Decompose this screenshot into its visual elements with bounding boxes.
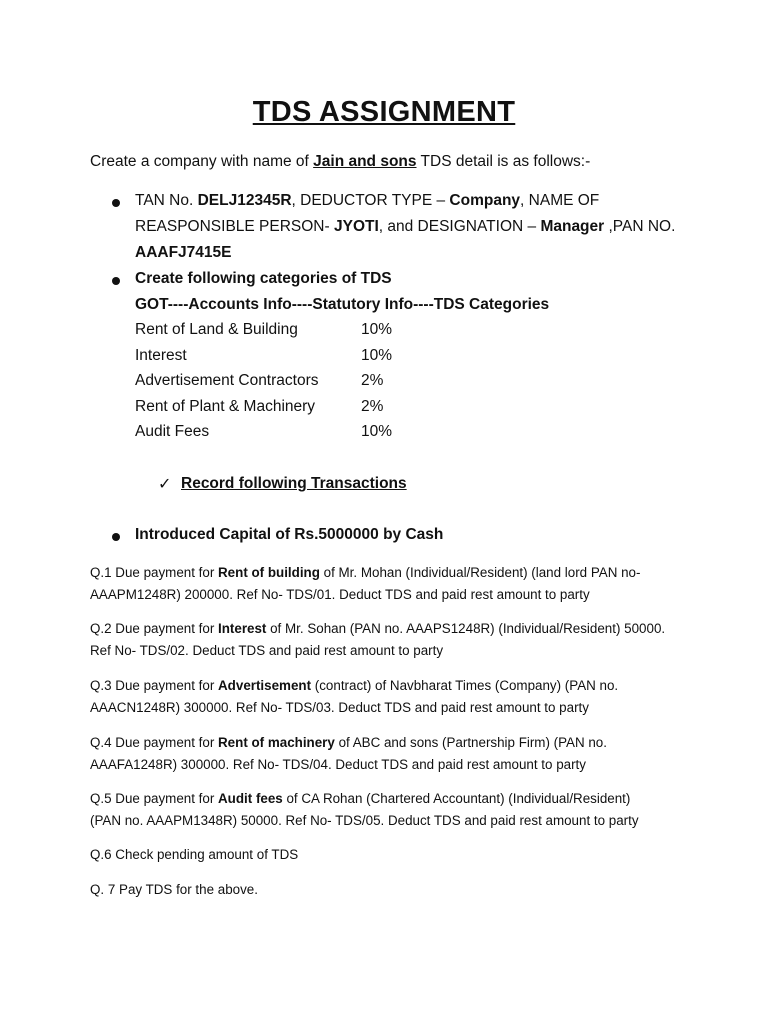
person-line bbox=[135, 218, 675, 236]
category-rate: 10% bbox=[361, 321, 393, 338]
deductor-value: Company bbox=[449, 192, 521, 209]
q-bold: Interest bbox=[218, 621, 267, 636]
question-3 bbox=[90, 675, 618, 719]
q-text: AAAPM1248R) 200000. Ref No- TDS/01. Deduct TDS and paid rest amount to party bbox=[90, 587, 590, 602]
company-name: Jain and sons bbox=[313, 153, 417, 170]
category-rate: 2% bbox=[361, 372, 384, 389]
q-text: AAAFA1248R) 300000. Ref No- TDS/04. Deduct TDS and paid rest amount to party bbox=[90, 757, 586, 772]
q-text: Q.2 Due payment for bbox=[90, 621, 219, 636]
category-name: Interest bbox=[135, 347, 187, 364]
bullet-dot bbox=[112, 533, 120, 541]
question-1 bbox=[90, 562, 640, 606]
person-label-2: REASPONSIBLE PERSON- bbox=[135, 218, 334, 235]
page-title: TDS ASSIGNMENT bbox=[252, 96, 516, 128]
q-bold: Audit fees bbox=[218, 791, 283, 806]
q-text: of ABC and sons (Partnership Firm) (PAN no. bbox=[334, 735, 607, 750]
q-bold: Rent of machinery bbox=[218, 735, 335, 750]
category-rate: 2% bbox=[361, 398, 384, 415]
question-5 bbox=[90, 788, 639, 832]
designation-value: Manager bbox=[540, 218, 605, 235]
category-rate: 10% bbox=[361, 423, 393, 440]
category-rate: 10% bbox=[361, 347, 393, 364]
q-text: AAACN1248R) 300000. Ref No- TDS/03. Deduct TDS and paid rest amount to party bbox=[90, 700, 589, 715]
q-text: (PAN no. AAAPM1348R) 50000. Ref No- TDS/05. Deduct TDS and paid rest amount to party bbox=[90, 813, 639, 828]
q-text: Q.3 Due payment for bbox=[90, 678, 219, 693]
checkmark-icon: ✓ bbox=[158, 476, 172, 493]
category-name: Rent of Land & Building bbox=[135, 321, 298, 338]
person-value: JYOTI bbox=[333, 218, 379, 235]
bullet-dot bbox=[112, 199, 120, 207]
q-bold: Rent of building bbox=[218, 565, 320, 580]
pan-label: ,PAN NO. bbox=[604, 218, 676, 235]
intro-prefix: Create a company with name of bbox=[90, 153, 314, 170]
intro-line bbox=[90, 153, 590, 171]
tan-line bbox=[135, 192, 599, 210]
category-name: Advertisement Contractors bbox=[135, 372, 319, 389]
q-text: of Mr. Mohan (Individual/Resident) (land lord PAN no- bbox=[319, 565, 641, 580]
pan-value: AAAFJ7415E bbox=[135, 244, 232, 261]
intro-suffix: TDS detail is as follows:- bbox=[416, 153, 591, 170]
q-text: of Mr. Sohan (PAN no. AAAPS1248R) (Individual/Resident) 50000. bbox=[266, 621, 666, 636]
q-text: Q.4 Due payment for bbox=[90, 735, 219, 750]
q-text: (contract) of Navbharat Times (Company) (PAN no. bbox=[311, 678, 619, 693]
transactions-heading: Record following Transactions bbox=[181, 475, 407, 492]
tan-label: TAN No. bbox=[135, 192, 198, 209]
categories-heading: Create following categories of TDS bbox=[135, 270, 392, 287]
deductor-label: , DEDUCTOR TYPE – bbox=[291, 192, 450, 209]
person-label: , NAME OF bbox=[520, 192, 600, 209]
bullet-dot bbox=[112, 277, 120, 285]
question-6: Q.6 Check pending amount of TDS bbox=[90, 847, 299, 862]
categories-path: GOT----Accounts Info----Statutory Info----TDS Categories bbox=[135, 296, 550, 313]
q-text: Q.1 Due payment for bbox=[90, 565, 219, 580]
q-text: of CA Rohan (Chartered Accountant) (Individual/Resident) bbox=[282, 791, 631, 806]
designation-label: , and DESIGNATION – bbox=[378, 218, 541, 235]
category-name: Rent of Plant & Machinery bbox=[135, 398, 316, 415]
q-text: Q.5 Due payment for bbox=[90, 791, 219, 806]
category-name: Audit Fees bbox=[135, 423, 210, 440]
q-bold: Advertisement bbox=[218, 678, 312, 693]
question-4 bbox=[90, 732, 607, 776]
capital-line: Introduced Capital of Rs.5000000 by Cash bbox=[135, 526, 444, 543]
question-7: Q. 7 Pay TDS for the above. bbox=[90, 882, 258, 897]
tan-value: DELJ12345R bbox=[197, 192, 292, 209]
question-2 bbox=[90, 618, 665, 662]
q-text: Ref No- TDS/02. Deduct TDS and paid rest amount to party bbox=[90, 643, 444, 658]
